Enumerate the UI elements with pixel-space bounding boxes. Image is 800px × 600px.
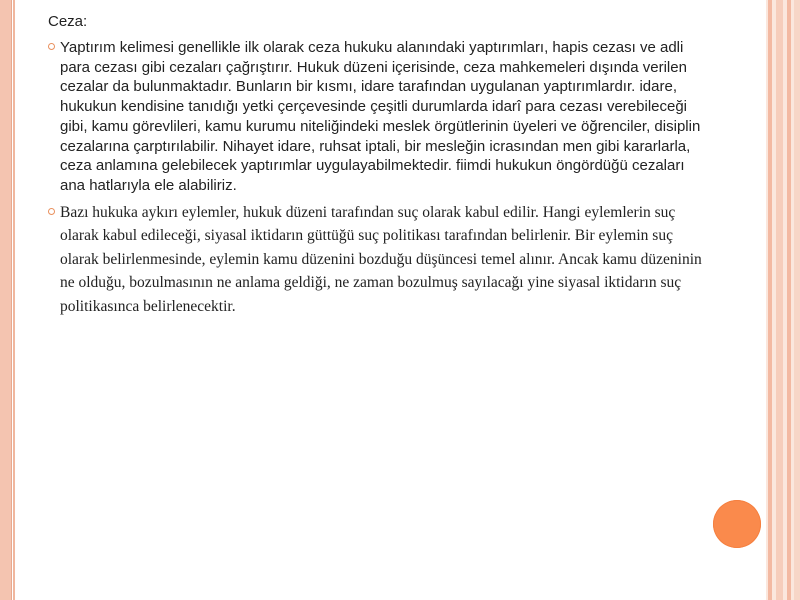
bullet-paragraph [48, 38, 708, 196]
right-stripe [768, 0, 772, 600]
paragraph-text: Yaptırım kelimesi genellikle ilk olarak ceza hukuku alanındaki yaptırımları, hapis cezası ve adli para cezası gibi cezaları çağrıştırır. Hukuk düzeni içerisinde, ceza mahkemeleri dışında verilen cezalar da bulunmaktadır. Bunların bir kısmı, idare tarafından uygulanan yaptırımlardır. idare, hukukun kendisine tanıdığı yetki çerçevesinde çeşitli durumlarda idarî para cezası verebileceği gibi, kamu görevlileri, kamu kurumu niteliğindeki meslek örgütlerinin üyeleri ve öğrenciler, disiplin cezalarına çarptırılabilir. Nihayet idare, ruhsat iptali, bir mesleğin icrasından men gibi kararlarla, ceza anlamına gelebilecek yaptırımlar uygulayabilmektedir. fiimdi hukukun öngördüğü cezaları ana hatlarıyla ele alabiliriz. [60, 39, 701, 194]
right-stripe [787, 0, 791, 600]
right-stripe [776, 0, 783, 600]
bullet-ring-icon [48, 208, 55, 215]
left-frame-border [0, 0, 12, 600]
right-stripe [794, 0, 800, 600]
bullet-ring-icon [48, 43, 55, 50]
slide-content [48, 12, 708, 319]
bullet-paragraph [48, 201, 708, 319]
paragraph-text: Bazı hukuka aykırı eylemler, hukuk düzeni tarafından suç olarak kabul edilir. Hangi eylemlerin suç olarak kabul edileceği, siyasal iktidarın güttüğü suç politikası tarafından belirlenir. Bir eylemin suç olarak belirlenmesinde, eylemin kamu düzenini bozduğu düşüncesi temel alınır. Ancak kamu düzeninin ne olduğu, bozulmasının ne anlama geldiği, ne zaman bozulmuş sayılacağı yine siyasal iktidarın suç politikasınca belirlenecektir. [60, 203, 702, 315]
slide-heading: Ceza: [48, 13, 88, 30]
left-frame-line [13, 0, 15, 600]
decorative-orange-circle [713, 500, 761, 548]
